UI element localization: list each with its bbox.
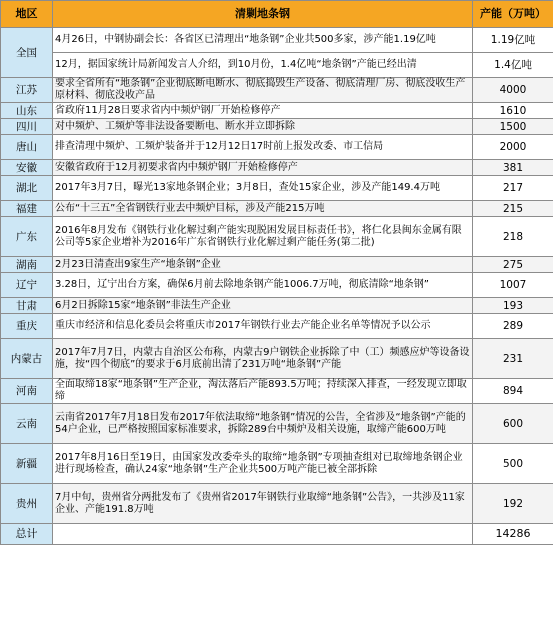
content-cell: 3.28日，辽宁出台方案，确保6月前去除地条钢产能1006.7万吨，彻底清除“地条钢”: [53, 273, 473, 298]
region-cell: 福建: [1, 201, 53, 217]
content-cell: 2017年3月7日，曝光13家地条钢企业；3月8日，查处15家企业，涉及产能149.4万吨: [53, 176, 473, 201]
content-cell: 省政府11月28日要求省内中频炉钢厂开始检修停产: [53, 103, 473, 119]
capacity-cell: 217: [473, 176, 553, 201]
region-cell: 重庆: [1, 314, 53, 339]
capacity-cell: 4000: [473, 78, 553, 103]
content-cell: 6月2日拆除15家“地条钢”非法生产企业: [53, 298, 473, 314]
region-cell: 贵州: [1, 484, 53, 524]
content-cell: 12月，据国家统计局新闻发言人介绍，到10月份，1.4亿吨“地条钢”产能已经出清: [53, 53, 473, 78]
table-row: [1, 298, 553, 314]
region-cell: 安徽: [1, 160, 53, 176]
total-content: [53, 524, 473, 545]
region-cell: 山东: [1, 103, 53, 119]
table-row: [1, 217, 553, 257]
region-cell: 甘肃: [1, 298, 53, 314]
total-capacity: 14286: [473, 524, 553, 545]
content-cell: 2017年7月7日，内蒙古自治区公布称，内蒙古9户钢铁企业拆除了中（工）频感应炉等设备设施，按“四个彻底”的要求于6月底前出清了231万吨“地条钢”产能: [53, 339, 473, 379]
capacity-cell: 275: [473, 257, 553, 273]
capacity-cell: 1007: [473, 273, 553, 298]
capacity-cell: 1.4亿吨: [473, 53, 553, 78]
content-cell: 2017年8月16日至19日，由国家发改委牵头的取缔“地条钢”专项抽查组对已取缔地条钢企业进行现场检查，确认24家“地条钢”生产企业共500万吨产能已被全部拆除: [53, 444, 473, 484]
content-cell: 云南省2017年7月18日发布2017年依法取缔“地条钢”情况的公告，全省涉及“地条钢”产能的54户企业，已严格按照国家标准要求，拆除289台中频炉及相关设施，取缔产能600万吨: [53, 404, 473, 444]
capacity-cell: 193: [473, 298, 553, 314]
table-row: [1, 273, 553, 298]
table-row: [1, 314, 553, 339]
capacity-cell: 215: [473, 201, 553, 217]
capacity-cell: 1610: [473, 103, 553, 119]
table-row: [1, 119, 553, 135]
table-row: [1, 28, 553, 53]
content-cell: 2016年8月发布《钢铁行业化解过剩产能实现脱困发展目标责任书》，将仁化县闽东金属有限公司等5家企业增补为2016年广东省钢铁行业化解过剩产能任务(第二批): [53, 217, 473, 257]
total-row: [1, 524, 553, 545]
table-row: [1, 257, 553, 273]
table-row: [1, 103, 553, 119]
table-row: [1, 484, 553, 524]
content-cell: 公布“十三五”全省钢铁行业去中频炉目标，涉及产能215万吨: [53, 201, 473, 217]
region-cell: 全国: [1, 28, 53, 78]
capacity-cell: 289: [473, 314, 553, 339]
table-row: [1, 135, 553, 160]
content-cell: 排查清理中频炉、工频炉装备并于12月12日17时前上报发改委、市工信局: [53, 135, 473, 160]
header-content: 清剿地条钢: [53, 1, 473, 28]
region-cell: 内蒙古: [1, 339, 53, 379]
capacity-cell: 1.19亿吨: [473, 28, 553, 53]
content-cell: 2月23日清查出9家生产“地条钢”企业: [53, 257, 473, 273]
capacity-cell: 600: [473, 404, 553, 444]
region-cell: 湖南: [1, 257, 53, 273]
region-cell: 唐山: [1, 135, 53, 160]
header-region: 地区: [1, 1, 53, 28]
capacity-cell: 1500: [473, 119, 553, 135]
content-cell: 对中频炉、工频炉等非法设备要断电、断水并立即拆除: [53, 119, 473, 135]
header-row: [1, 1, 553, 28]
table-row: [1, 379, 553, 404]
table-row: [1, 160, 553, 176]
table-row: [1, 53, 553, 78]
table-row: [1, 404, 553, 444]
region-cell: 江苏: [1, 78, 53, 103]
header-capacity: 产能（万吨）: [473, 1, 553, 28]
table-row: [1, 339, 553, 379]
table-row: [1, 444, 553, 484]
capacity-cell: 500: [473, 444, 553, 484]
capacity-cell: 894: [473, 379, 553, 404]
region-cell: 四川: [1, 119, 53, 135]
content-cell: 4月26日，中钢协副会长：各省区已清理出“地条钢”企业共500多家，涉产能1.19亿吨: [53, 28, 473, 53]
total-label: 总计: [1, 524, 53, 545]
content-cell: 全面取缔18家“地条钢”生产企业，淘汰落后产能893.5万吨；持续深入排查，一经发现立即取缔: [53, 379, 473, 404]
content-cell: 7月中旬，贵州省分两批发布了《贵州省2017年钢铁行业取缔“地条钢”公告》，一共涉及11家企业、产能191.8万吨: [53, 484, 473, 524]
content-cell: 重庆市经济和信息化委员会将重庆市2017年钢铁行业去产能企业名单等情况予以公示: [53, 314, 473, 339]
region-cell: 湖北: [1, 176, 53, 201]
table-row: [1, 78, 553, 103]
table-row: [1, 201, 553, 217]
capacity-cell: 231: [473, 339, 553, 379]
content-cell: 安徽省政府于12月初要求省内中频炉钢厂开始检修停产: [53, 160, 473, 176]
content-cell: 要求全省所有“地条钢”企业彻底断电断水、彻底捣毁生产设备、彻底清理厂房、彻底没收生产原材料、彻底没收产品: [53, 78, 473, 103]
region-cell: 新疆: [1, 444, 53, 484]
capacity-cell: 192: [473, 484, 553, 524]
table-row: [1, 176, 553, 201]
capacity-cell: 2000: [473, 135, 553, 160]
capacity-cell: 381: [473, 160, 553, 176]
region-cell: 广东: [1, 217, 53, 257]
region-cell: 辽宁: [1, 273, 53, 298]
capacity-cell: 218: [473, 217, 553, 257]
region-cell: 云南: [1, 404, 53, 444]
region-cell: 河南: [1, 379, 53, 404]
